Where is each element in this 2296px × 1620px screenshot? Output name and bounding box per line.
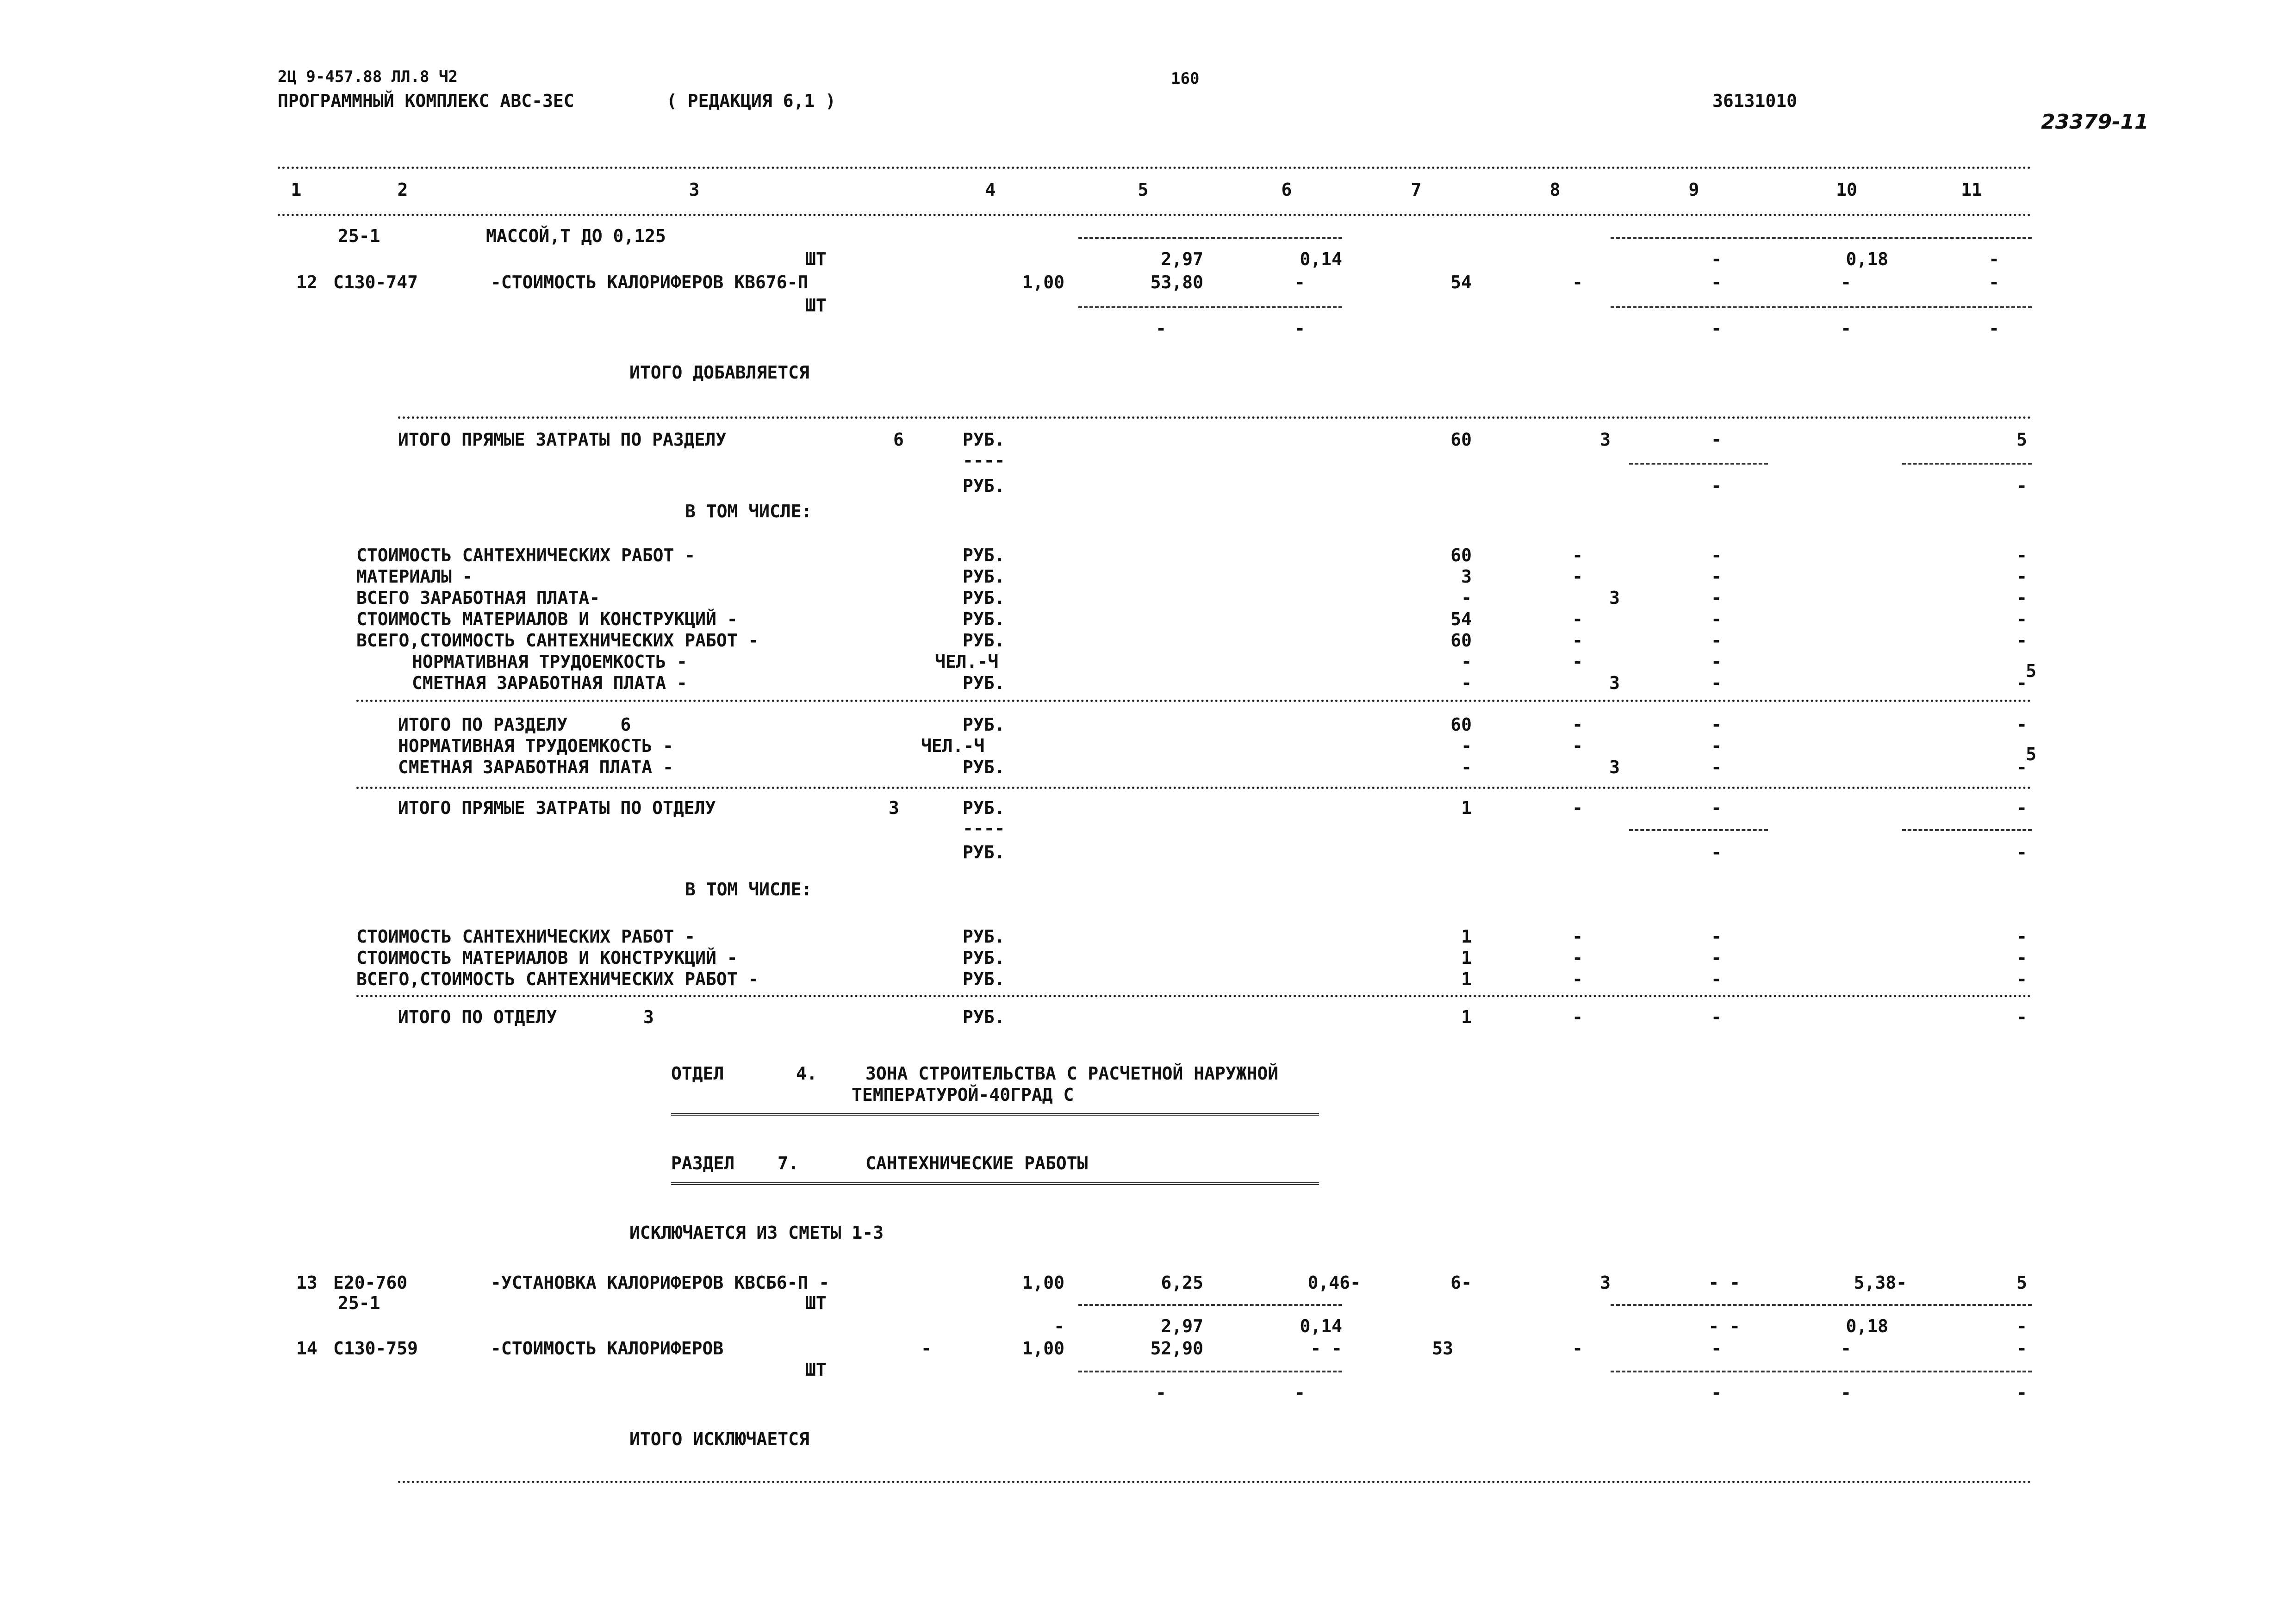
section-number: 7. — [778, 1153, 799, 1173]
subtotal-rule — [1902, 463, 2032, 465]
cell-11: - — [2016, 566, 2027, 587]
cell-8: - — [1572, 798, 1583, 818]
cell-6: - — [1294, 1383, 1305, 1403]
cell-11: - — [2016, 1338, 2027, 1359]
col-5: 5 — [1138, 180, 1149, 200]
row-label: ИТОГО ПО РАЗДЕЛУ 6 — [398, 714, 631, 735]
cell-7: - — [1461, 652, 1472, 672]
unit: РУБ. — [963, 842, 1005, 863]
unit: РУБ. — [963, 566, 1005, 587]
unit: РУБ. — [963, 630, 1005, 651]
cell-9: - — [1711, 714, 1722, 735]
cell-9: - — [1711, 757, 1722, 777]
unit-separator: ---- — [963, 818, 1005, 838]
cell-5: - — [1156, 318, 1166, 339]
unit: РУБ. — [963, 948, 1005, 968]
col-10: 10 — [1836, 180, 1857, 200]
row-label: СТОИМОСТЬ САНТЕХНИЧЕСКИХ РАБОТ - — [356, 926, 696, 947]
row-label: ВСЕГО,СТОИМОСТЬ САНТЕХНИЧЕСКИХ РАБОТ - — [356, 969, 759, 989]
cell-6: 0,14 — [1300, 1316, 1342, 1336]
unit: ШТ — [805, 295, 827, 316]
cell-7: 54 — [1450, 272, 1472, 292]
item-description: -СТОИМОСТЬ КАЛОРИФЕРОВ — [491, 1338, 724, 1359]
cell-11: 5 — [2026, 744, 2036, 764]
cell-9: - — [1711, 566, 1722, 587]
cell-8: - — [1572, 1338, 1583, 1359]
item-code: 25-1 — [338, 1293, 380, 1313]
row-label: НОРМАТИВНАЯ ТРУДОЕМКОСТЬ - — [398, 736, 673, 756]
cell-8: 3 — [1609, 757, 1620, 777]
cell-10: - — [1841, 1383, 1851, 1403]
cell-11: - — [2016, 969, 2027, 989]
department-title-line2: ТЕМПЕРАТУРОЙ-40ГРАД С — [852, 1085, 1074, 1105]
unit: РУБ. — [963, 798, 1005, 818]
cell-6: - - — [1310, 1338, 1342, 1359]
section-number: 6 — [893, 429, 904, 450]
cell-11: - — [1989, 318, 1999, 339]
cell-9: - — [1711, 545, 1722, 565]
subtotal-rule — [1078, 1304, 1342, 1306]
unit: РУБ. — [963, 969, 1005, 989]
col-8: 8 — [1549, 180, 1561, 200]
cell-11: - — [2016, 842, 2027, 863]
section-rule — [356, 995, 2032, 997]
cell-8: - — [1572, 609, 1583, 629]
cell-11: - — [2016, 757, 2027, 777]
subtotal-rule — [1629, 829, 1768, 831]
total-excluded: ИТОГО ИСКЛЮЧАЕТСЯ — [629, 1429, 809, 1449]
unit: РУБ. — [963, 545, 1005, 565]
department-total-title: ИТОГО ПРЯМЫЕ ЗАТРАТЫ ПО ОТДЕЛУ — [398, 798, 716, 818]
cell-9: - — [1711, 948, 1722, 968]
cell-5: 2,97 — [1161, 249, 1203, 269]
cell-7: 53 — [1432, 1338, 1453, 1359]
cell-8: - — [1572, 1007, 1583, 1027]
section-label: РАЗДЕЛ — [671, 1153, 735, 1173]
cell-7: 1 — [1461, 926, 1472, 947]
item-code: С130-747 — [333, 272, 418, 292]
cell-11: - — [1989, 249, 1999, 269]
excluded-heading: ИСКЛЮЧАЕТСЯ ИЗ СМЕТЫ 1-3 — [629, 1223, 884, 1243]
unit: РУБ. — [963, 673, 1005, 693]
unit-separator: ---- — [963, 450, 1005, 471]
cell-8: 3 — [1600, 429, 1611, 450]
cell-8: 3 — [1609, 673, 1620, 693]
row-label: СТОИМОСТЬ САНТЕХНИЧЕСКИХ РАБОТ - — [356, 545, 696, 565]
cell-8: - — [1572, 545, 1583, 565]
cell-10: - — [1841, 272, 1851, 292]
cell-7: 54 — [1450, 609, 1472, 629]
cell-7: 60 — [1450, 545, 1472, 565]
cell-7: 60 — [1450, 630, 1472, 651]
cell-8: - — [1572, 736, 1583, 756]
department-number: 3 — [643, 1007, 654, 1027]
cell-9: - — [1711, 1383, 1722, 1403]
unit: РУБ. — [963, 757, 1005, 777]
cell-5: - — [1156, 1383, 1166, 1403]
cell-7: 1 — [1461, 969, 1472, 989]
bottom-rule — [398, 1481, 2032, 1483]
cell-9: - - — [1708, 1316, 1740, 1336]
row-label: СТОИМОСТЬ МАТЕРИАЛОВ И КОНСТРУКЦИЙ - — [356, 609, 738, 629]
row-label: ВСЕГО ЗАРАБОТНАЯ ПЛАТА- — [356, 588, 600, 608]
cell-5: 2,97 — [1161, 1316, 1203, 1336]
cell-8: - — [1572, 969, 1583, 989]
cell-8: - — [1572, 630, 1583, 651]
cell-9: - — [1711, 588, 1722, 608]
cell-7: 60 — [1450, 429, 1472, 450]
cell-6: 0,14 — [1300, 249, 1342, 269]
double-rule — [671, 1182, 1319, 1185]
unit: ЧЕЛ.-Ч — [935, 652, 999, 672]
cell-8: 3 — [1600, 1272, 1611, 1293]
cell-9: - — [1711, 736, 1722, 756]
col-1: 1 — [291, 180, 302, 200]
unit: РУБ. — [963, 714, 1005, 735]
top-rule — [278, 167, 2032, 169]
cell-9: - - — [1708, 1272, 1740, 1293]
cell-7: 6- — [1450, 1272, 1472, 1293]
cell-11: - — [2016, 630, 2027, 651]
row-label: МАТЕРИАЛЫ - — [356, 566, 473, 587]
col-9: 9 — [1688, 180, 1699, 200]
cell-11: - — [2016, 948, 2027, 968]
cell-11: - — [2016, 609, 2027, 629]
cell-9: - — [1711, 926, 1722, 947]
item-description: -СТОИМОСТЬ КАЛОРИФЕРОВ КВ676-П — [491, 272, 809, 292]
subtotal-rule — [1078, 306, 1342, 308]
program-name: ПРОГРАММНЫЙ КОМПЛЕКС АВС-3ЕС — [278, 91, 574, 111]
col-7: 7 — [1411, 180, 1422, 200]
cell-6: - — [1294, 318, 1305, 339]
department-number: 3 — [889, 798, 899, 818]
col-2: 2 — [397, 180, 408, 200]
item-code: Е20-760 — [333, 1272, 408, 1293]
unit: ШТ — [805, 1359, 827, 1380]
cell-7: 3 — [1461, 566, 1472, 587]
item-number: 12 — [296, 272, 317, 292]
section-total-title: ИТОГО ПРЯМЫЕ ЗАТРАТЫ ПО РАЗДЕЛУ — [398, 429, 727, 450]
header-rule — [278, 214, 2032, 216]
cell-7: - — [1461, 757, 1472, 777]
cell-9: - — [1711, 798, 1722, 818]
unit: РУБ. — [963, 926, 1005, 947]
section-rule — [356, 700, 2032, 702]
cell-11: - — [2016, 1007, 2027, 1027]
subtotal-rule — [1611, 1304, 2032, 1306]
department-title: ЗОНА СТРОИТЕЛЬСТВА С РАСЧЕТНОЙ НАРУЖНОЙ — [865, 1063, 1279, 1084]
cell-7: 1 — [1461, 1007, 1472, 1027]
edition-label: ( РЕДАКЦИЯ 6,1 ) — [666, 91, 836, 111]
cell-11: 5 — [2016, 429, 2027, 450]
item-number: 14 — [296, 1338, 317, 1359]
cell-11: - — [2016, 1316, 2027, 1336]
cell-7: 60 — [1450, 714, 1472, 735]
item-code: 25-1 — [338, 226, 380, 246]
unit: РУБ. — [963, 1007, 1005, 1027]
unit: ШТ — [805, 1293, 827, 1313]
unit: ШТ — [805, 249, 827, 269]
cell-11: - — [2016, 1383, 2027, 1403]
row-label: НОРМАТИВНАЯ ТРУДОЕМКОСТЬ - — [412, 652, 687, 672]
handwritten-number: 23379-11 — [2041, 110, 2149, 134]
row-label: СМЕТНАЯ ЗАРАБОТНАЯ ПЛАТА - — [398, 757, 673, 777]
unit: РУБ. — [963, 609, 1005, 629]
item-code: С130-759 — [333, 1338, 418, 1359]
row-label: ИТОГО ПО ОТДЕЛУ — [398, 1007, 557, 1027]
cell-9: - — [1711, 609, 1722, 629]
cell-11: - — [2016, 588, 2027, 608]
cell-11: - — [1989, 272, 1999, 292]
cell-4: - — [1054, 1316, 1064, 1336]
cell-9: - — [1711, 842, 1722, 863]
cell-7: - — [1461, 736, 1472, 756]
cell-9: - — [1711, 1007, 1722, 1027]
cell-11: - — [2016, 545, 2027, 565]
cell-8: - — [1572, 926, 1583, 947]
double-rule — [671, 1113, 1319, 1116]
cell-10: 5,38- — [1854, 1272, 1907, 1293]
cell-11: 5 — [2026, 661, 2036, 681]
cell-9: - — [1711, 476, 1722, 496]
cell-5: 6,25 — [1161, 1272, 1203, 1293]
cell-5: 52,90 — [1150, 1338, 1203, 1359]
cell-8: - — [1572, 272, 1583, 292]
subtotal-rule — [1611, 1371, 2032, 1372]
cell-4: 1,00 — [1022, 1272, 1064, 1293]
unit: РУБ. — [963, 588, 1005, 608]
unit: РУБ. — [963, 429, 1005, 450]
cell-8: - — [1572, 566, 1583, 587]
cell-8: - — [1572, 714, 1583, 735]
cell-10: 0,18 — [1846, 249, 1888, 269]
cell-5: 53,80 — [1150, 272, 1203, 292]
subtotal-rule — [1611, 306, 2032, 308]
cell-9: - — [1711, 272, 1722, 292]
cell-9: - — [1711, 318, 1722, 339]
col-3: 3 — [689, 180, 700, 200]
subtotal-rule — [1629, 463, 1768, 465]
header-reference: 2Ц 9-457.88 ЛЛ.8 Ч2 — [278, 68, 458, 86]
col-11: 11 — [1961, 180, 1982, 200]
subtotal-rule — [1902, 829, 2032, 831]
cell-9: - — [1711, 673, 1722, 693]
department-number: 4. — [796, 1063, 817, 1084]
cell-9: - — [1711, 429, 1722, 450]
unit: ЧЕЛ.-Ч — [921, 736, 985, 756]
col-6: 6 — [1281, 180, 1292, 200]
cell-11: - — [2016, 926, 2027, 947]
document-code: 36131010 — [1712, 91, 1798, 111]
cell-7: 1 — [1461, 948, 1472, 968]
subtotal-rule — [1611, 237, 2032, 239]
section-rule — [398, 416, 2032, 419]
including-heading: В ТОМ ЧИСЛЕ: — [685, 501, 812, 521]
section-rule — [356, 787, 2032, 789]
cell-6: 0,46- — [1307, 1272, 1361, 1293]
page-number: 160 — [1171, 69, 1200, 88]
item-number: 13 — [296, 1272, 317, 1293]
cell-9: - — [1711, 652, 1722, 672]
row-label: СМЕТНАЯ ЗАРАБОТНАЯ ПЛАТА - — [412, 673, 687, 693]
dash-mark: - — [921, 1338, 932, 1359]
subtotal-rule — [1078, 237, 1342, 239]
cell-11: 5 — [2016, 1272, 2027, 1293]
including-heading: В ТОМ ЧИСЛЕ: — [685, 879, 812, 900]
cell-11: - — [2016, 714, 2027, 735]
item-description: -УСТАНОВКА КАЛОРИФЕРОВ КВСБ6-П - — [491, 1272, 830, 1293]
cell-4: 1,00 — [1022, 272, 1064, 292]
cell-4: 1,00 — [1022, 1338, 1064, 1359]
cell-7: 1 — [1461, 798, 1472, 818]
cell-7: - — [1461, 673, 1472, 693]
cell-8: - — [1572, 948, 1583, 968]
cell-8: 3 — [1609, 588, 1620, 608]
subtotal-rule — [1078, 1371, 1342, 1372]
cell-6: - — [1294, 272, 1305, 292]
cell-11: - — [2016, 673, 2027, 693]
section-title: САНТЕХНИЧЕСКИЕ РАБОТЫ — [865, 1153, 1088, 1173]
row-label: ВСЕГО,СТОИМОСТЬ САНТЕХНИЧЕСКИХ РАБОТ - — [356, 630, 759, 651]
item-description: МАССОЙ,Т ДО 0,125 — [486, 226, 666, 246]
cell-10: 0,18 — [1846, 1316, 1888, 1336]
cell-9: - — [1711, 630, 1722, 651]
cell-7: - — [1461, 588, 1472, 608]
col-4: 4 — [985, 180, 996, 200]
cell-11: - — [2016, 798, 2027, 818]
cell-9: - — [1711, 969, 1722, 989]
cell-9: - — [1711, 1338, 1722, 1359]
unit: РУБ. — [963, 476, 1005, 496]
cell-9: - — [1711, 249, 1722, 269]
cell-11: - — [2016, 476, 2027, 496]
row-label: СТОИМОСТЬ МАТЕРИАЛОВ И КОНСТРУКЦИЙ - — [356, 948, 738, 968]
cell-8: - — [1572, 652, 1583, 672]
department-label: ОТДЕЛ — [671, 1063, 724, 1084]
total-added: ИТОГО ДОБАВЛЯЕТСЯ — [629, 362, 809, 383]
cell-10: - — [1841, 318, 1851, 339]
cell-10: - — [1841, 1338, 1851, 1359]
